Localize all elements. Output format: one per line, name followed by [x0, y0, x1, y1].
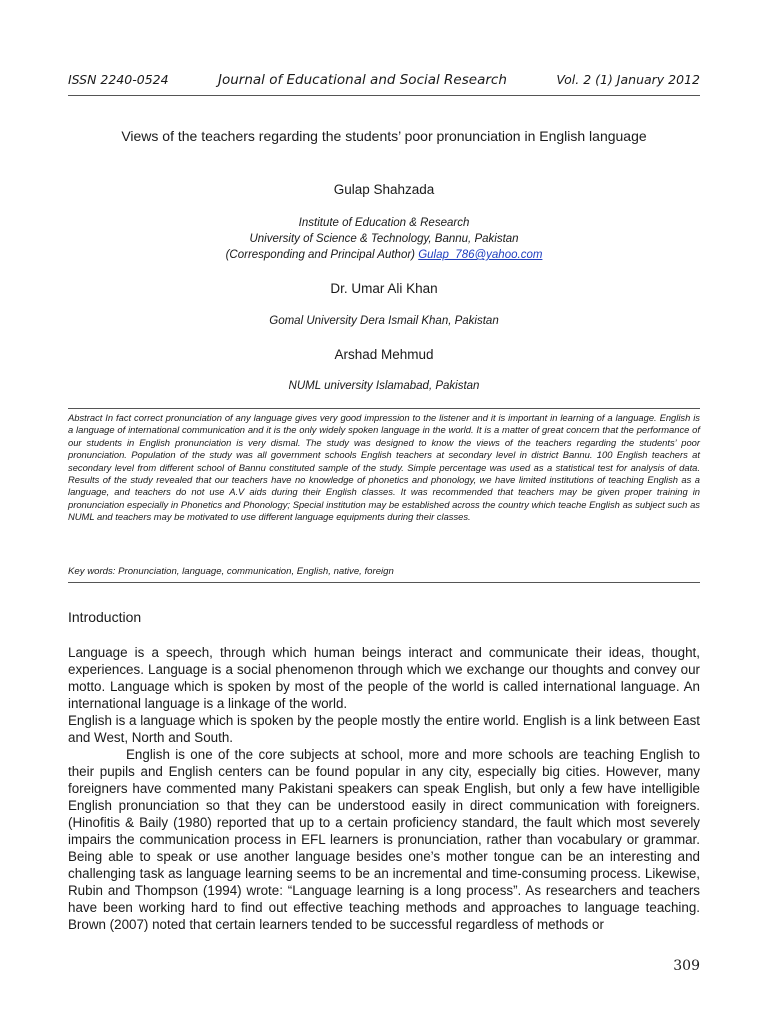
author-affiliation-3: NUML university Islamabad, Pakistan: [288, 380, 480, 392]
abstract-top-rule: [68, 408, 700, 409]
issn: ISSN 2240-0524: [68, 72, 169, 87]
author-note: (Corresponding and Principal Author): [225, 249, 416, 261]
author-email-link[interactable]: Gulap_786@yahoo.com: [418, 249, 543, 261]
keywords: Key words: Pronunciation, language, communication, English, native, foreign: [68, 566, 394, 577]
author-name-2: Dr. Umar Ali Khan: [330, 281, 438, 296]
header-rule: [68, 95, 700, 96]
journal-name: Journal of Educational and Social Research: [218, 72, 507, 88]
author-affiliation-2: Gomal University Dera Ismail Khan, Pakistan: [269, 315, 499, 327]
abstract: Abstract In fact correct pronunciation of any language gives very good impression to the listener and it is important in learning of a language. English is a language of international communication and it is the only widely spoken language in the world. It is a matter of great concern that the performance of our students in English pronunciation is very dismal. The study was designed to know the views of the teachers regarding the students’ poor pronunciation. Population of the study was all government schools English teachers at secondary level in district Bannu. 100 English teachers at secondary level from different school of Bannu constituted sample of the study. Simple percentage was used as a statistical test for analysis of data. Results of the study revealed that our teachers have no knowledge of phonetics and phonology, we have limited institutions of teaching English as a language, and teachers do not use A.V aids during their English classes. It was recommended that teachers may be given proper training in pronunciation especially in Phonetics and Phonology; Special institution may be established across the country which teache English as subject such as NUML and teachers may be motivated to use different language equipments during their classes.: [68, 412, 700, 523]
author-affiliation-1: [68, 215, 700, 263]
author-name-1: Gulap Shahzada: [333, 182, 435, 197]
abstract-bottom-rule: [68, 582, 700, 583]
paper-title: Views of the teachers regarding the students’ poor pronunciation in English language: [121, 128, 647, 144]
affiliation-line: University of Science & Technology, Bannu, Pakistan: [249, 233, 519, 245]
author-name-3: Arshad Mehmud: [334, 347, 434, 362]
affiliation-line: Institute of Education & Research: [298, 217, 470, 229]
paragraph: Language is a speech, through which human beings interact and communicate their ideas, thought, experiences. Language is a social phenomenon through which we exchange our thoughts and convey our motto. Language which is spoken by most of the people of the world is called international language. An international language is a linkage of the world.: [68, 645, 700, 711]
body-text: [68, 644, 700, 933]
volume-info: Vol. 2 (1) January 2012: [556, 72, 700, 87]
section-heading: Introduction: [68, 609, 142, 625]
page-number: 309: [673, 958, 700, 974]
paragraph: English is one of the core subjects at school, more and more schools are teaching English to their pupils and English centers can be found popular in any city, especially big cities. However, many foreigners have commented many Pakistani speakers can speak English, but only a few have intelligible English pronunciation so that they can be understood easily in direct communication with foreigners. (Hinofitis & Baily (1980) reported that up to a certain proficiency standard, the fault which most severely impairs the communication process in EFL learners is pronunciation, rather than vocabulary or grammar. Being able to speak or use another language besides one’s mother tongue can be an interesting and challenging task as language learning seems to be an incremental and time-consuming process. Likewise, Rubin and Thompson (1994) wrote: “Language learning is a long process”. As researchers and teachers have been working hard to find out effective teaching methods and approaches to language teaching. Brown (2007) noted that certain learners tended to be successful regardless of methods or: [68, 747, 700, 932]
affiliation-line: [68, 247, 700, 263]
running-header: [68, 72, 700, 88]
paragraph: English is a language which is spoken by the people mostly the entire world. English is a link between East and West, North and South.: [68, 713, 700, 745]
